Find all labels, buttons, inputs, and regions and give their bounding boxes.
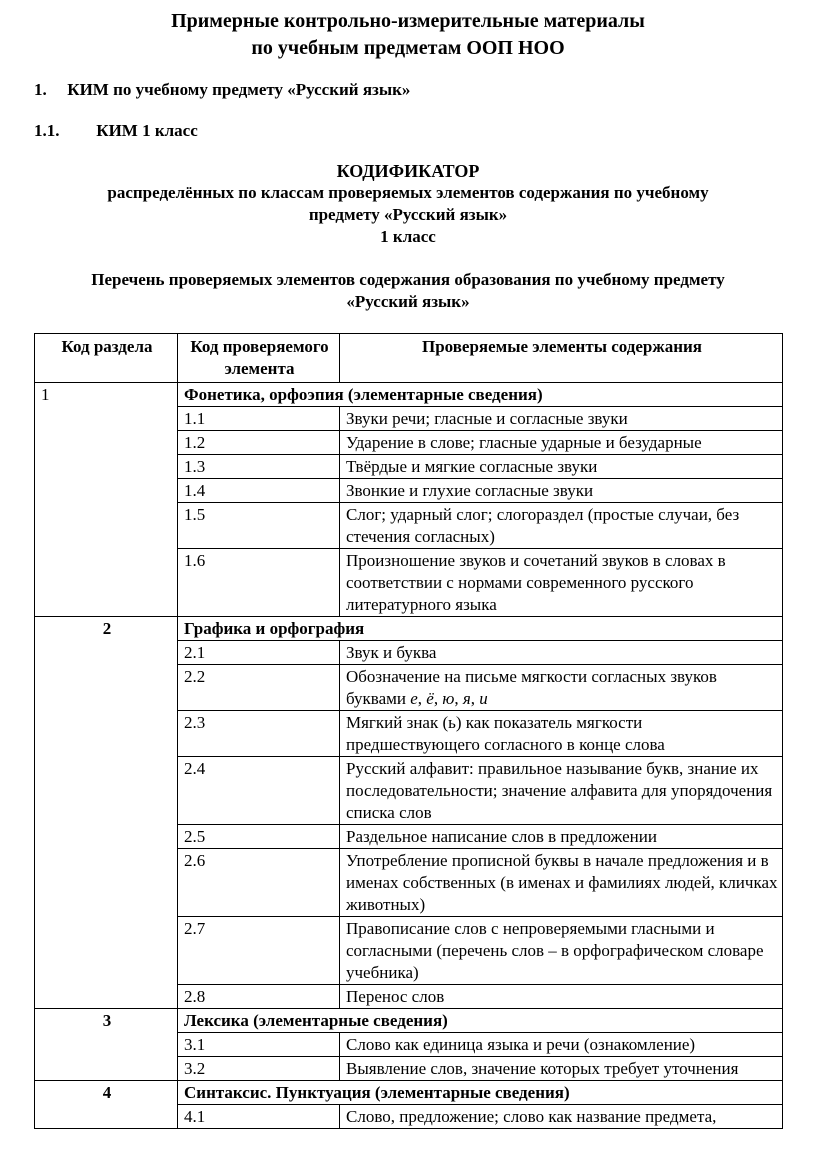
section-1-1-number: 1.1. <box>34 121 60 140</box>
element-code: 1.6 <box>178 549 340 617</box>
element-text: Перенос слов <box>340 985 783 1009</box>
italic-letter: я <box>462 689 471 708</box>
element-code: 2.5 <box>178 825 340 849</box>
element-code: 2.7 <box>178 917 340 985</box>
element-text: Употребление прописной буквы в начале предложения и в именах собственных (в именах и фамилиях людей, кличках животных) <box>340 849 783 917</box>
section-row <box>35 1081 783 1105</box>
element-text: Звонкие и глухие согласные звуки <box>340 479 783 503</box>
element-text: Раздельное написание слов в предложении <box>340 825 783 849</box>
section-1-1-heading <box>34 121 198 141</box>
element-code: 4.1 <box>178 1105 340 1129</box>
section-row <box>35 617 783 641</box>
codifier-line4: 1 класс <box>380 227 436 246</box>
section-1-1-text: КИМ 1 класс <box>96 121 198 140</box>
element-text: Русский алфавит: правильное называние букв, знание их последовательности; значение алфавита для упорядочения списка слов <box>340 757 783 825</box>
section-1-heading <box>34 80 410 100</box>
element-text: Правописание слов с непроверяемыми гласными и согласными (перечень слов – в орфографическом словаре учебника) <box>340 917 783 985</box>
header-section-code: Код раздела <box>35 334 178 383</box>
element-code: 1.4 <box>178 479 340 503</box>
list-heading-line2: «Русский язык» <box>346 292 470 311</box>
section-row <box>35 383 783 407</box>
element-code: 2.3 <box>178 711 340 757</box>
codifier-line2: распределённых по классам проверяемых элементов содержания по учебному <box>107 183 709 202</box>
element-text: Звук и буква <box>340 641 783 665</box>
element-text: Слово, предложение; слово как название предмета, <box>340 1105 783 1129</box>
section-code: 4 <box>35 1081 178 1129</box>
codifier-table <box>34 333 783 1129</box>
section-row <box>35 1009 783 1033</box>
table-header-row <box>35 334 783 383</box>
codifier-line3: предмету «Русский язык» <box>308 205 508 224</box>
element-text: Звуки речи; гласные и согласные звуки <box>340 407 783 431</box>
document-title-line2: по учебным предметам ООП НОО <box>251 37 565 59</box>
section-title: Графика и орфография <box>178 617 783 641</box>
codifier-title: КОДИФИКАТОР <box>336 161 480 181</box>
section-title: Синтаксис. Пунктуация (элементарные сведения) <box>178 1081 783 1105</box>
italic-letter: ё <box>426 689 434 708</box>
element-code: 1.3 <box>178 455 340 479</box>
section-code: 1 <box>35 383 178 617</box>
element-text: Обозначение на письме мягкости согласных звуков буквами е, ё, ю, я, и <box>340 665 783 711</box>
header-element-code: Код проверяемого элемента <box>178 334 340 383</box>
section-code: 3 <box>35 1009 178 1081</box>
section-1-number: 1. <box>34 80 47 99</box>
element-text: Мягкий знак (ь) как показатель мягкости предшествующего согласного в конце слова <box>340 711 783 757</box>
element-code: 2.4 <box>178 757 340 825</box>
italic-letter: и <box>479 689 488 708</box>
element-text: Произношение звуков и сочетаний звуков в словах в соответствии с нормами современного русского литературного языка <box>340 549 783 617</box>
italic-letter: ю <box>442 689 455 708</box>
element-code: 1.2 <box>178 431 340 455</box>
list-heading-line1: Перечень проверяемых элементов содержания образования по учебному предмету <box>91 270 725 289</box>
element-code: 1.1 <box>178 407 340 431</box>
element-code: 2.8 <box>178 985 340 1009</box>
element-code: 2.1 <box>178 641 340 665</box>
element-code: 2.2 <box>178 665 340 711</box>
element-text: Ударение в слове; гласные ударные и безударные <box>340 431 783 455</box>
italic-letter: е <box>410 689 418 708</box>
section-code: 2 <box>35 617 178 1009</box>
element-code: 2.6 <box>178 849 340 917</box>
section-1-text: КИМ по учебному предмету «Русский язык» <box>67 80 411 99</box>
header-content: Проверяемые элементы содержания <box>340 334 783 383</box>
section-title: Фонетика, орфоэпия (элементарные сведения) <box>178 383 783 407</box>
element-code: 1.5 <box>178 503 340 549</box>
table-body <box>35 383 783 1129</box>
element-text: Выявление слов, значение которых требует уточнения <box>340 1057 783 1081</box>
element-text: Слог; ударный слог; слогораздел (простые случаи, без стечения согласных) <box>340 503 783 549</box>
element-code: 3.2 <box>178 1057 340 1081</box>
element-text: Твёрдые и мягкие согласные звуки <box>340 455 783 479</box>
document-title-line1: Примерные контрольно-измерительные материалы <box>171 10 645 32</box>
codifier-block <box>40 160 776 248</box>
section-title: Лексика (элементарные сведения) <box>178 1009 783 1033</box>
element-code: 3.1 <box>178 1033 340 1057</box>
element-text: Слово как единица языка и речи (ознакомление) <box>340 1033 783 1057</box>
list-heading <box>40 269 776 313</box>
